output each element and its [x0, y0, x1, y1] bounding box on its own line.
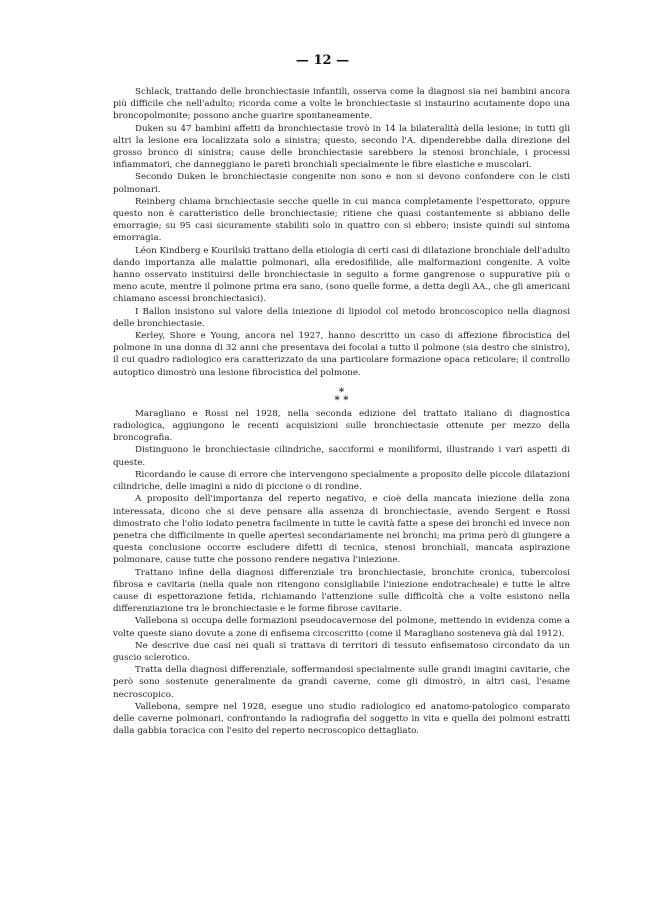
paragraph-distinguono: Distinguono le bronchiectasie cilindriche, sacciformi e moniliformi, illustrando i vari aspetti di queste.: [113, 445, 570, 468]
body-text: [113, 86, 570, 737]
page-number: — 12 —: [295, 53, 350, 68]
paragraph-duken-1: Duken su 47 bambini affetti da bronchiectasie trovò in 14 la bilateralità della lesione; in tutti gli altri la lesione era localizzata solo a sinistra; questo, secondo l'A. dipenderebbe dalla direzione del grosso bronco di sinistra; cause delle bronchiectasie sarebbero la stenosi bronchiale, i processi infiammatori, che danneggiano le pareti bronchiali specialmente le fibre elastiche e muscolari.: [113, 123, 570, 171]
paragraph-vallebona-3: Tratta della diagnosi differenziale, soffermandosi specialmente sulle grandi imagini cavitarie, che però sono sostenute generalmente da grandi caverne, come gli dimostrò, in altri casi, l'esame necroscopico.: [113, 665, 570, 700]
paragraph-schlack: Schlack, trattando delle bronchiectasie infantili, osserva come la diagnosi sia nei bambini ancora più difficile che nell'adulto; ricorda come a volte le bronchiectasie si instaurino acutamente dopo una broncopolmonite; possono anche guarire spontaneamente.: [113, 87, 570, 122]
section-separator: [113, 386, 570, 406]
separator-star-top: *: [338, 386, 345, 398]
paragraph-ricordando: Ricordando le cause di errore che intervengono specialmente a proposito delle piccole dilatazioni cilindriche, delle imagini a nido di piccione o di rondine.: [113, 469, 570, 493]
paragraph-vallebona-1: Vallebona si occupa delle formazioni pseudocavernose del polmone, mettendo in evidenza come a volte queste siano dovute a zone di enfisema circoscritto (come il Maragliano sosteneva già dal 1912).: [113, 616, 570, 639]
paragraph-vallebona-4: Vallebona, sempre nel 1928, esegue uno studio radiologico ed anatomo-patologico comparato delle caverne polmonari, confrontando la radiografia del soggetto in vita e quella dei polmoni estratti dalla gabbia toracica con l'esito del reperto necroscopico dettagliato.: [113, 701, 570, 737]
paragraph-duken-2: Secondo Duken le bronchiectasie congenite non sono e non si devono confondere con le cisti polmonari.: [113, 172, 570, 195]
paragraph-ballon: I Ballon insistono sul valore della iniezione di lipiodol col metodo broncoscopico nella diagnosi delle bronchiectasie.: [113, 306, 570, 329]
paragraph-kerley: Kerley, Shore e Young, ancora nel 1927, hanno descritto un caso di affezione fibrocistica del polmone in una donna di 32 anni che presentava dei focolai a tutto il polmone (sia destro che sinistro), il cui quadro radiologico era caratterizzato da una particolare formazione opaca reticolare; il controllo autoptico dimostrò una lesione fibrocistica del polmone.: [113, 331, 570, 378]
paragraph-diagnosi-differenziale: Trattano infine della diagnosi differenziale tra bronchiectasie, bronchite cronica, tubercolosi fibrosa e cavitaria (nella quale non ritengono consigliabile l'iniezione endotracheale) e tutte le altre cause di espettorazione fetida, richiamando l'attenzione sulle difficoltà che a volte esistono nella differenziazione tra le bronchiectasie e le forme fibrose cavitarie.: [113, 567, 570, 615]
paragraph-vallebona-2: Ne descrive due casi nei quali si trattava di territori di tessuto enfisematoso circondato da un guscio sclerotico.: [113, 640, 570, 663]
paragraph-reperto-negativo: A proposito dell'importanza del reperto negativo, e cioè della mancata iniezione della zona interessata, dicono che si deve pensare alla assenza di bronchiectasie, avendo Sergent e Rossi dimostrato che l'olio iodato penetra facilmente in tutte le cavità fatte a spese dei bronchi ed invece non penetra che difficilmente in quelle apertesi secondariamente nei bronchi; ma prima però di giungere a questa conclusione occorre escludere difetti di tecnica, stenosi bronchiali, mancata aspirazione polmonare, cause tutte che possono rendere negativa l'iniezione.: [113, 494, 570, 566]
paragraph-maragliano: Maragliano e Rossi nel 1928, nella seconda edizione del trattato italiano di diagnostica radiologica, aggiungono le recenti acquisizioni sulle bronchiectasie ottenute per mezzo della broncografia.: [113, 408, 570, 444]
paragraph-reinberg: Reinberg chiama brnchiectasie secche quelle in cui manca completamente l'espettorato, oppure questo non è caratteristico delle bronchiectasie; ritiene che quasi costantemente si abbiano delle emorragie; su 95 casi sicuramente stabiliti solo in quattro con si ebbero; insiste quindi sul sintoma emorragia.: [113, 196, 570, 244]
separator-star-bottom: * *: [334, 394, 349, 406]
paragraph-kindberg: Léon Kindberg e Kourilski trattano della etiologia di certi casi di dilatazione bronchiale dell'adulto dando importanza alle malattie polmonari, alla eredosifilide, alle malformazioni congenite. A volte hanno osservato instituirsi delle bronchiectasie in seguito a forme gangrenose o suppurative più o meno acute, mentre il polmone prima era sano, (sono quelle forme, a detta degli AA., che gli americani chiamano ascessi bronchiectasici).: [113, 245, 570, 305]
